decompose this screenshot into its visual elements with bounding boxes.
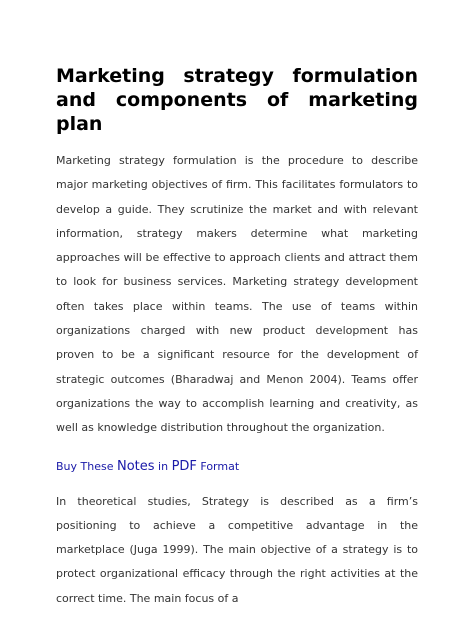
buy-notes-link[interactable]: [56, 455, 418, 479]
promo-text-notes: Notes: [116, 458, 155, 474]
promo-text-pdf: PDF: [171, 458, 197, 474]
body-paragraph-1: Marketing strategy formulation is the procedure to describe major marketing objectives of firm. This facilitates formulators to develop a guide. They scrutinize the market and with relevant information, strategy makers determine what marketing approaches will be effective to approach clients and attract them to look for business services. Marketing strategy development often takes place within teams. The use of teams within organizations charged with new product development has proven to be a significant resource for the development of strategic outcomes (Bharadwaj and Menon 2004). Teams offer organizations the way to accomplish learning and creativity, as well as knowledge distribution throughout the organization.: [56, 154, 418, 435]
promo-text-in: in: [154, 459, 172, 473]
body-paragraph-2: In theoretical studies, Strategy is described as a firm’s positioning to achieve a competitive advantage in the marketplace (Juga 1999). The main objective of a strategy is to protect organizational efficacy through the right activities at the correct time. The main focus of a: [56, 494, 418, 605]
promo-text-format: Format: [196, 459, 240, 473]
document-page: [56, 64, 418, 611]
promo-text-buy: Buy These: [56, 459, 117, 473]
document-title: Marketing strategy formulation and components of marketing plan: [56, 65, 418, 135]
